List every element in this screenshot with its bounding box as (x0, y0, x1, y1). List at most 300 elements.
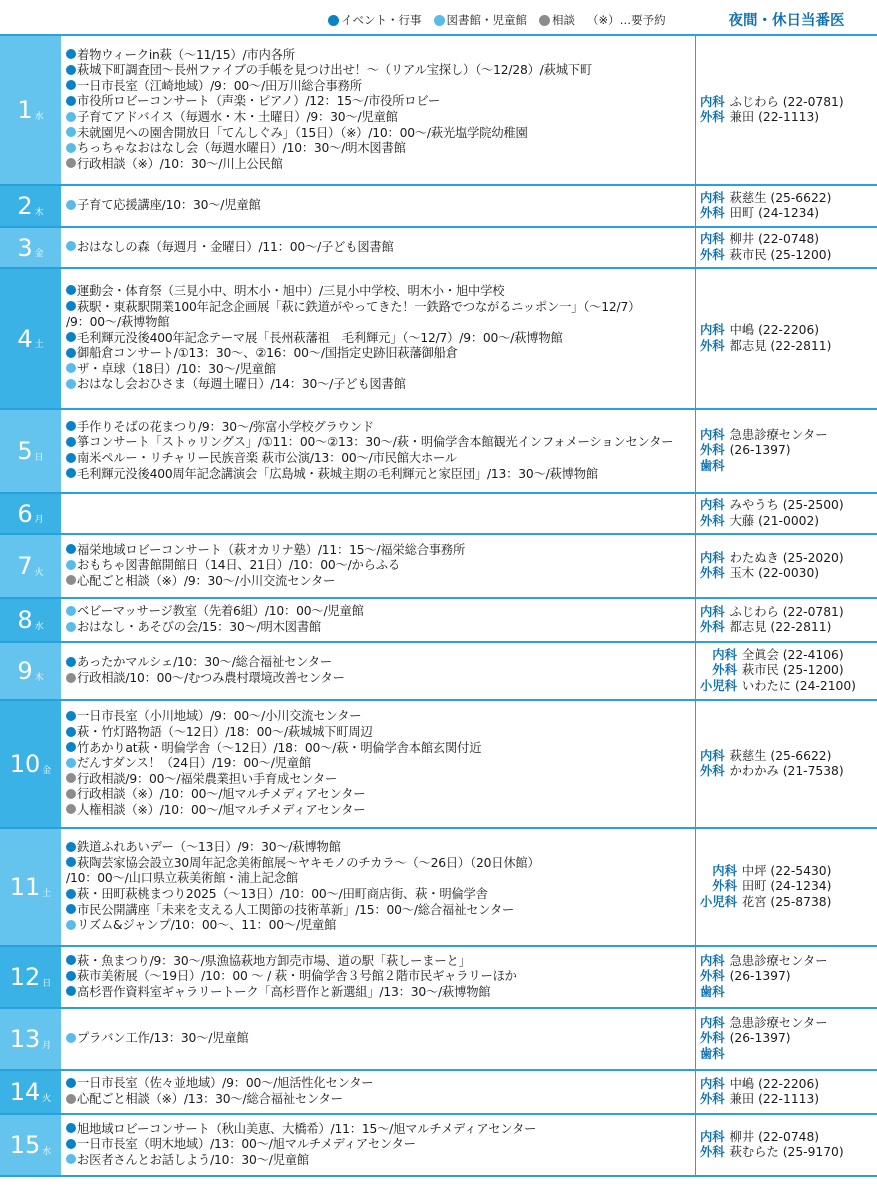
event-text: /9：00～/萩博物館 (66, 315, 170, 330)
event-item (66, 79, 691, 95)
duty-dept: 内科 (700, 1015, 725, 1030)
weekday: 金 (34, 249, 44, 259)
event-dot-icon (66, 842, 76, 852)
duty-doctor: 萩慈生 (25-6622) (729, 190, 832, 205)
duty-doctor: 萩慈生 (25-6622) (729, 748, 832, 763)
duty-list (700, 1077, 819, 1108)
event-dot-icon (66, 332, 76, 342)
duty-dept: 外科 (712, 663, 737, 678)
duty-doctor: 都志見 (22-2811) (729, 620, 832, 634)
events-cell (62, 1115, 696, 1175)
event-item (66, 94, 691, 110)
event-text: ザ・卓球（18日）/10：30～/児童館 (77, 361, 276, 376)
duty-dept: 外科 (700, 110, 725, 124)
day-cell (0, 535, 62, 597)
event-item (66, 377, 691, 393)
event-dot-icon (66, 857, 76, 867)
duty-doctor: (26-1397) (729, 1031, 791, 1046)
event-text: 一日市長室（江崎地域）/9：00～/田万川総合事務所 (77, 78, 362, 93)
day-number: 10 (9, 750, 41, 778)
event-text: 萩城下町調査団～長州ファイブの手帳を見つけ出せ！～（リアル宝探し）（～12/28）/萩城下町 (77, 63, 593, 78)
day-row (0, 1071, 877, 1115)
event-item (66, 985, 691, 1001)
weekday: 月 (34, 515, 44, 525)
day-number: 6 (17, 499, 33, 528)
event-text: 一日市長室（小川地域）/9：00～/小川交流センター (77, 709, 362, 724)
event-item (66, 48, 691, 64)
event-dot-icon (66, 711, 76, 721)
library-dot-icon (66, 112, 76, 122)
weekday: 水 (34, 621, 44, 632)
event-item (66, 671, 691, 687)
duty-dept: 内科 (700, 427, 725, 442)
duty-list (700, 864, 831, 911)
duty-list (700, 1130, 844, 1161)
duty-title: 夜間・休日当番医 (728, 13, 845, 29)
library-dot-icon (66, 127, 76, 137)
duty-doctor: 兼田 (22-1113) (729, 110, 820, 124)
duty-doctor: 田町 (24-1234) (729, 206, 820, 220)
library-dot-icon (66, 1154, 76, 1164)
duty-doctor: 急患診療センター (729, 1015, 828, 1030)
events-cell (62, 1071, 696, 1113)
day-cell (0, 186, 62, 226)
duty-cell (696, 643, 877, 699)
duty-doctor: 兼田 (22-1113) (729, 1092, 820, 1106)
event-item (66, 240, 691, 256)
duty-dept: 内科 (700, 604, 725, 619)
day-row (0, 269, 877, 410)
duty-dept: 内科 (700, 1076, 725, 1091)
day-number: 3 (17, 233, 33, 262)
duty-dept: 内科 (700, 748, 725, 763)
duty-list (700, 428, 828, 475)
duty-dept: 外科 (700, 443, 725, 458)
duty-dept: 外科 (700, 206, 725, 220)
event-item (66, 362, 691, 378)
day-number: 2 (17, 192, 33, 220)
legend-library: 図書館・児童館 (434, 12, 528, 28)
event-item (66, 741, 691, 757)
event-text: あったかマルシェ/10：30～/総合福祉センター (77, 655, 332, 670)
event-text: 萩・竹灯路物語（～12日）/18：00～/萩城城下町周辺 (77, 725, 373, 740)
event-item (66, 284, 691, 300)
duty-cell (696, 228, 877, 267)
event-text: 手作りそばの花まつり/9：30～/弥富小学校グラウンド (77, 419, 374, 434)
duty-doctor: 萩市民 (25-1200) (729, 247, 832, 262)
duty-cell (696, 269, 877, 408)
duty-list (700, 95, 844, 126)
day-row (0, 535, 877, 599)
event-text: 一日市長室（明木地域）/13：00～/旭マルチメディアセンター (77, 1137, 416, 1152)
event-text: おはなし会おひさま（毎週土曜日）/14：30～/子ども図書館 (77, 377, 406, 392)
event-text: 箏コンサート「ストゥリングス」/①11：00～②13：30～/萩・明倫学舎本館観光インフォメーションセンター (77, 435, 674, 450)
duty-doctor: 急患診療センター (729, 427, 828, 442)
day-number: 12 (9, 963, 41, 991)
duty-list (700, 648, 856, 695)
event-text: 南米ペルー・リチャリー民族音楽 萩市公演/13：00～/市民館大ホール (77, 451, 457, 465)
event-dot-icon (66, 80, 76, 90)
duty-doctor: 全眞会 (22-4106) (741, 647, 844, 662)
day-row (0, 1115, 877, 1177)
day-row (0, 1009, 877, 1071)
event-text: だんすダンス！（24日）/19：00～/児童館 (77, 756, 311, 771)
duty-cell (696, 535, 877, 597)
event-dot-icon (66, 49, 76, 59)
event-text: 福栄地域ロビーコンサート（萩オカリナ塾）/11：15～/福栄総合事務所 (77, 542, 466, 557)
consult-dot-icon (66, 575, 76, 585)
duty-doctor (730, 985, 828, 1001)
event-text: 市役所ロビーコンサート（声楽・ピアノ）/12：15～/市役所ロビー (77, 94, 441, 109)
day-row (0, 34, 877, 186)
event-dot-icon (66, 889, 76, 899)
event-dot-icon (66, 971, 76, 981)
header (0, 0, 877, 34)
duty-dept: 内科 (700, 232, 725, 246)
duty-list (700, 954, 828, 1001)
event-text: 行政相談（※）/10：00～/旭マルチメディアセンター (77, 787, 366, 802)
duty-cell (696, 36, 877, 184)
event-item (66, 451, 691, 467)
library-dot-icon (66, 758, 76, 768)
duty-dept: 内科 (700, 323, 725, 337)
duty-dept: 内科 (700, 94, 725, 109)
events-cell (62, 410, 696, 492)
events-cell (62, 643, 696, 699)
events-cell (62, 535, 696, 597)
day-row (0, 186, 877, 228)
events-cell (62, 36, 696, 184)
weekday: 火 (34, 567, 44, 578)
duty-doctor: みやうち (25-2500) (729, 498, 844, 512)
duty-doctor: 萩市民 (25-1200) (741, 663, 844, 678)
duty-doctor: 田町 (24-1234) (741, 879, 832, 894)
event-text: 鉄道ふれあいデー（～13日）/9：30～/萩博物館 (77, 840, 341, 855)
event-item (66, 331, 691, 347)
event-text: 毛利輝元没後400年記念テーマ展「長州萩藩祖 毛利輝元」（～12/7）/9：00～/萩博物館 (77, 330, 563, 345)
consult-dot-icon (66, 158, 76, 168)
duty-dept: 内科 (700, 550, 725, 565)
event-text: 心配ごと相談（※）/9：30～/小川交流センター (77, 573, 336, 588)
event-item (66, 1031, 691, 1047)
duty-doctor (730, 1047, 828, 1063)
day-number: 15 (9, 1131, 41, 1159)
weekday: 金 (42, 765, 52, 776)
event-dot-icon (66, 742, 76, 752)
duty-doctor: 都志見 (22-2811) (729, 338, 832, 353)
duty-dept: 外科 (700, 1145, 725, 1159)
day-cell (0, 701, 62, 827)
duty-list (700, 191, 831, 222)
event-text: 御船倉コンサート/①13：30～、②16：00～/国指定史跡旧萩藩御船倉 (77, 346, 458, 361)
event-item (66, 871, 691, 887)
event-item (66, 604, 691, 620)
duty-dept: 外科 (712, 879, 737, 894)
event-text: 萩・田町萩桃まつり2025（～13日）/10：00～/田町商店街、萩・明倫学舎 (77, 887, 488, 901)
event-dot-icon (66, 348, 76, 358)
weekday: 月 (42, 1040, 52, 1051)
events-cell (62, 1009, 696, 1069)
event-item (66, 574, 691, 590)
weekday: 木 (34, 672, 44, 683)
event-dot-icon (66, 421, 76, 431)
duty-dept: 小児科 (700, 678, 737, 693)
day-row (0, 701, 877, 829)
event-text: 一日市長室（佐々並地域）/9：00～/旭活性化センター (77, 1076, 374, 1091)
duty-list (700, 749, 844, 780)
duty-dept: 歯科 (700, 1046, 725, 1061)
duty-cell (696, 186, 877, 226)
events-cell (62, 269, 696, 408)
event-item (66, 1076, 691, 1092)
event-text: プラバン工作/13：30～/児童館 (77, 1031, 249, 1046)
event-item (66, 655, 691, 671)
event-item (66, 725, 691, 741)
event-text: 着物ウィークin萩（～11/15）/市内各所 (77, 47, 295, 62)
event-dot-icon (66, 544, 76, 554)
duty-doctor: ふじわら (22-0781) (729, 94, 844, 109)
duty-doctor: 大藤 (21-0002) (729, 513, 820, 528)
library-dot-icon (66, 379, 76, 389)
event-text: 萩陶芸家協会設立30周年記念美術館展～ヤキモノのチカラ～（～26日）（20日休館） (77, 855, 540, 870)
event-text: お医者さんとお話しよう/10：30～/児童館 (77, 1152, 309, 1167)
event-text: 子育てアドバイス（毎週水・木・土曜日）/9：30～/児童館 (77, 110, 398, 124)
event-dot-icon (66, 285, 76, 295)
event-text: ベビーマッサージ教室（先着6組）/10：00～/児童館 (77, 604, 364, 619)
day-number: 13 (9, 1025, 41, 1053)
event-item (66, 918, 691, 934)
events-cell (62, 494, 696, 533)
event-text: おはなし・あそびの会/15：30～/明木図書館 (77, 620, 322, 634)
event-dot-icon (66, 65, 76, 75)
event-item (66, 420, 691, 436)
event-text: 未就園児への園舎開放日「てんしぐみ」（15日）（※）/10：00～/萩光塩学院幼稚園 (77, 125, 528, 140)
event-text: 運動会・体育祭（三見小中、明木小・旭中）/三見小中学校、明木小・旭中学校 (77, 283, 505, 298)
consult-dot-icon (66, 773, 76, 783)
day-cell (0, 947, 62, 1007)
duty-dept: 内科 (700, 1129, 725, 1144)
duty-dept: 外科 (700, 969, 725, 984)
duty-dept: 外科 (700, 247, 725, 262)
event-item (66, 903, 691, 919)
day-number: 8 (17, 606, 33, 634)
event-item (66, 346, 691, 362)
library-dot-icon (66, 1033, 76, 1043)
event-item (66, 543, 691, 559)
event-item (66, 157, 691, 173)
duty-cell (696, 599, 877, 641)
event-item (66, 63, 691, 79)
day-row (0, 829, 877, 947)
library-dot-icon (66, 622, 76, 632)
event-text: おもちゃ図書館開館日（14日、21日）/10：00～/からふる (77, 558, 400, 573)
event-item (66, 756, 691, 772)
weekday: 水 (34, 111, 44, 122)
events-cell (62, 947, 696, 1007)
day-cell (0, 599, 62, 641)
event-text: 萩・魚まつり/9：30～/県漁協萩地方卸売市場、道の駅「萩しーまーと」 (77, 953, 471, 968)
event-dot-icon (66, 1123, 76, 1133)
event-text: 行政相談/9：00～/福栄農業担い手育成センター (77, 771, 338, 786)
day-cell (0, 228, 62, 267)
duty-dept: 外科 (700, 1092, 725, 1106)
duty-doctor: ふじわら (22-0781) (729, 604, 844, 619)
duty-doctor: 萩むらた (25-9170) (729, 1145, 844, 1159)
event-item (66, 954, 691, 970)
duty-cell (696, 1009, 877, 1069)
event-text: 子育て応援講座/10：30～/児童館 (77, 198, 261, 213)
duty-doctor: 中嶋 (22-2206) (729, 323, 820, 337)
duty-dept: 内科 (712, 863, 737, 878)
event-item (66, 1122, 691, 1138)
event-dot-icon (66, 657, 76, 667)
duty-doctor: かわかみ (21-7538) (729, 764, 844, 778)
duty-cell (696, 1071, 877, 1113)
event-item (66, 787, 691, 803)
consult-dot-icon (539, 15, 550, 26)
day-cell (0, 269, 62, 408)
event-dot-icon (66, 468, 76, 478)
event-text: 萩駅・東萩駅開業100年記念企画展「萩に鉄道がやってきた！一鉄路でつながるニッポン一」（～12/7） (77, 299, 641, 314)
duty-dept: 外科 (700, 513, 725, 528)
consult-dot-icon (66, 804, 76, 814)
weekday: 水 (42, 1146, 52, 1157)
duty-list (700, 232, 831, 263)
weekday: 日 (34, 452, 44, 463)
library-dot-icon (66, 606, 76, 616)
duty-list (700, 551, 844, 582)
event-item (66, 1137, 691, 1153)
event-text: リズム&ジャンプ/10：00～、11：00～/児童館 (77, 918, 337, 933)
day-cell (0, 410, 62, 492)
duty-dept: 外科 (700, 566, 725, 580)
duty-list (700, 605, 844, 636)
library-dot-icon (66, 241, 76, 251)
event-text: /10：00～/山口県立萩美術館・浦上記念館 (66, 871, 298, 886)
event-text: 行政相談/10：00～/むつみ農村環境改善センター (77, 671, 345, 685)
event-item (66, 856, 691, 872)
duty-cell (696, 494, 877, 533)
event-item (66, 467, 691, 483)
event-item (66, 1092, 691, 1108)
event-text: 高杉晋作資料室ギャラリートーク「高杉晋作と新選組」/13：30～/萩博物館 (77, 984, 491, 999)
day-cell (0, 494, 62, 533)
events-cell (62, 599, 696, 641)
duty-list (700, 323, 831, 354)
duty-dept: 歯科 (700, 458, 725, 473)
duty-doctor: (26-1397) (729, 969, 791, 984)
day-cell (0, 1115, 62, 1175)
duty-dept: 外科 (700, 1031, 725, 1046)
legend-note: （※）…要予約 (587, 13, 666, 27)
day-number: 7 (17, 552, 33, 580)
duty-dept: 外科 (700, 764, 725, 778)
legend-event: イベント・行事 (328, 12, 422, 28)
event-dot-icon (66, 96, 76, 106)
event-dot-icon (66, 453, 76, 463)
events-cell (62, 186, 696, 226)
library-dot-icon (66, 560, 76, 570)
weekday: 火 (42, 1093, 52, 1104)
day-number: 11 (9, 873, 41, 901)
event-text: 行政相談（※）/10：30～/川上公民館 (77, 156, 283, 171)
library-dot-icon (66, 920, 76, 930)
event-item (66, 620, 691, 636)
event-item (66, 141, 691, 157)
event-item (66, 1153, 691, 1169)
duty-cell (696, 829, 877, 945)
day-number: 1 (17, 96, 33, 124)
library-dot-icon (434, 15, 445, 26)
event-dot-icon (66, 727, 76, 737)
day-cell (0, 829, 62, 945)
day-cell (0, 1071, 62, 1113)
weekday: 土 (34, 340, 44, 350)
event-dot-icon (66, 955, 76, 965)
consult-dot-icon (66, 673, 76, 683)
day-number: 5 (17, 437, 33, 465)
duty-doctor: (26-1397) (729, 443, 791, 458)
legend-consult: 相談 (539, 12, 575, 28)
event-text: 市民公開講座「未来を支える人工関節の技術革新」/15：00～/総合福祉センター (77, 902, 515, 917)
duty-list (700, 1016, 828, 1063)
events-cell (62, 829, 696, 945)
day-cell (0, 1009, 62, 1069)
event-text: おはなしの森（毎週月・金曜日）/11：00～/子ども図書館 (77, 239, 394, 254)
event-item (66, 435, 691, 451)
duty-cell (696, 701, 877, 827)
event-item (66, 772, 691, 788)
duty-doctor: 中坪 (22-5430) (741, 863, 832, 878)
event-dot-icon (328, 15, 339, 26)
weekday: 土 (42, 888, 52, 899)
event-text: 心配ごと相談（※）/13：30～/総合福祉センター (77, 1092, 343, 1106)
event-item (66, 887, 691, 903)
duty-cell (696, 410, 877, 492)
event-dot-icon (66, 904, 76, 914)
day-row (0, 643, 877, 701)
day-number: 4 (17, 324, 33, 353)
event-dot-icon (66, 986, 76, 996)
duty-doctor: いわたに (24-2100) (741, 678, 856, 693)
library-dot-icon (66, 200, 76, 210)
duty-dept: 外科 (700, 338, 725, 353)
event-item (66, 110, 691, 126)
event-item (66, 558, 691, 574)
duty-list (700, 498, 844, 529)
duty-doctor: 中嶋 (22-2206) (729, 1076, 820, 1091)
event-item (66, 803, 691, 819)
library-dot-icon (66, 363, 76, 373)
weekday: 日 (42, 978, 52, 989)
duty-doctor: 花宮 (25-8738) (741, 894, 832, 909)
day-cell (0, 643, 62, 699)
duty-doctor: 柳井 (22-0748) (729, 1129, 820, 1144)
calendar-table (0, 34, 877, 1177)
events-cell (62, 228, 696, 267)
event-text: 人権相談（※）/10：00～/旭マルチメディアセンター (77, 802, 366, 817)
library-dot-icon (66, 143, 76, 153)
event-text: 毛利輝元没後400周年記念講演会「広島城・萩城主期の毛利輝元と家臣団」/13：30～/萩博物館 (77, 466, 598, 481)
event-item (66, 840, 691, 856)
day-cell (0, 36, 62, 184)
day-row (0, 410, 877, 494)
day-row (0, 599, 877, 643)
event-item (66, 969, 691, 985)
consult-dot-icon (66, 789, 76, 799)
duty-doctor: 急患診療センター (729, 953, 828, 968)
event-dot-icon (66, 1139, 76, 1149)
